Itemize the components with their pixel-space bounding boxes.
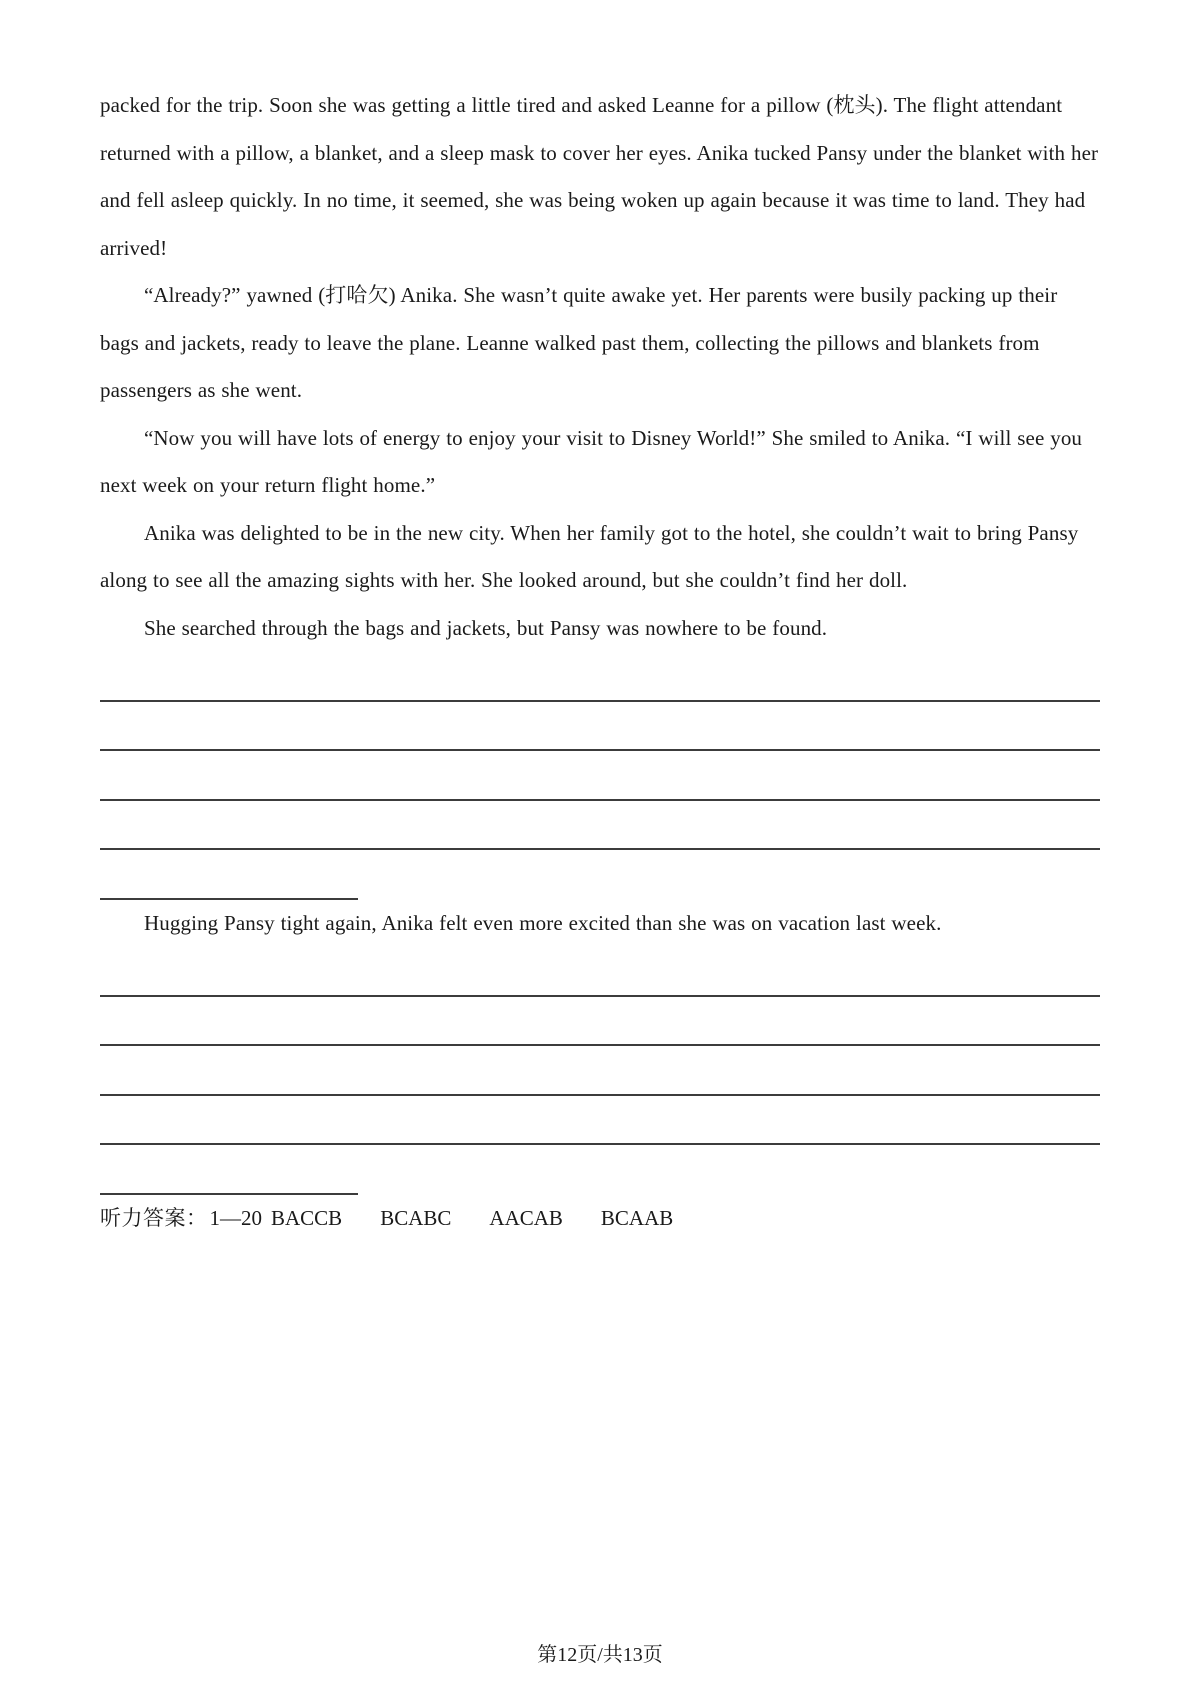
passage-paragraph: “Already?” yawned (打哈欠) Anika. She wasn’t quite awake yet. Her parents were busily packing up their bags and jackets, ready to leave the plane. Leanne walked past them, collecting the pillows and blankets from passengers as she went.	[100, 283, 1058, 402]
listening-answer-key	[100, 1195, 1100, 1243]
passage-paragraph: Anika was delighted to be in the new city. When her family got to the hotel, she couldn’t wait to bring Pansy along to see all the amazing sights with her. She looked around, but she couldn’t find her doll.	[100, 520, 1079, 592]
writing-answer-section-1	[100, 652, 1100, 900]
answer-writing-line	[100, 997, 1100, 1047]
answer-writing-line	[100, 947, 1100, 997]
passage-paragraph: She searched through the bags and jackets, but Pansy was nowhere to be found.	[144, 615, 828, 640]
passage-paragraph: “Now you will have lots of energy to enjoy your visit to Disney World!” She smiled to Anika. “I will see you next week on your return flight home.”	[100, 425, 1083, 497]
answer-writing-line	[100, 801, 1100, 851]
answer-writing-line-short	[100, 1145, 358, 1195]
answer-group: BCABC	[380, 1205, 452, 1230]
writing-answer-section-2	[100, 947, 1100, 1195]
listening-answer-range: 1—20	[209, 1205, 262, 1230]
listening-answer-label: 听力答案：	[100, 1205, 208, 1230]
page-content	[100, 82, 1100, 1242]
answer-writing-line-short	[100, 850, 358, 900]
answer-group: BACCB	[271, 1205, 343, 1230]
answer-writing-line	[100, 751, 1100, 801]
passage-paragraph: packed for the trip. Soon she was getting a little tired and asked Leanne for a pillow (枕头). The flight attendant returned with a pillow, a blanket, and a sleep mask to cover her eyes. Anika tucked Pansy under the blanket with her and fell asleep quickly. In no time, it seemed, she was being woken up again because it was time to land. They had arrived!	[100, 93, 1099, 260]
answer-group: AACAB	[489, 1205, 563, 1230]
answer-group: BCAAB	[600, 1205, 674, 1230]
page-footer: 第12页/共13页	[537, 1644, 663, 1666]
continuation-paragraph: Hugging Pansy tight again, Anika felt even more excited than she was on vacation last week.	[144, 910, 942, 935]
answer-writing-line	[100, 702, 1100, 752]
passage-paragraphs	[100, 82, 1100, 652]
answer-writing-line	[100, 1096, 1100, 1146]
listening-answer-groups	[262, 1206, 673, 1230]
answer-writing-line	[100, 1046, 1100, 1096]
answer-writing-line	[100, 652, 1100, 702]
